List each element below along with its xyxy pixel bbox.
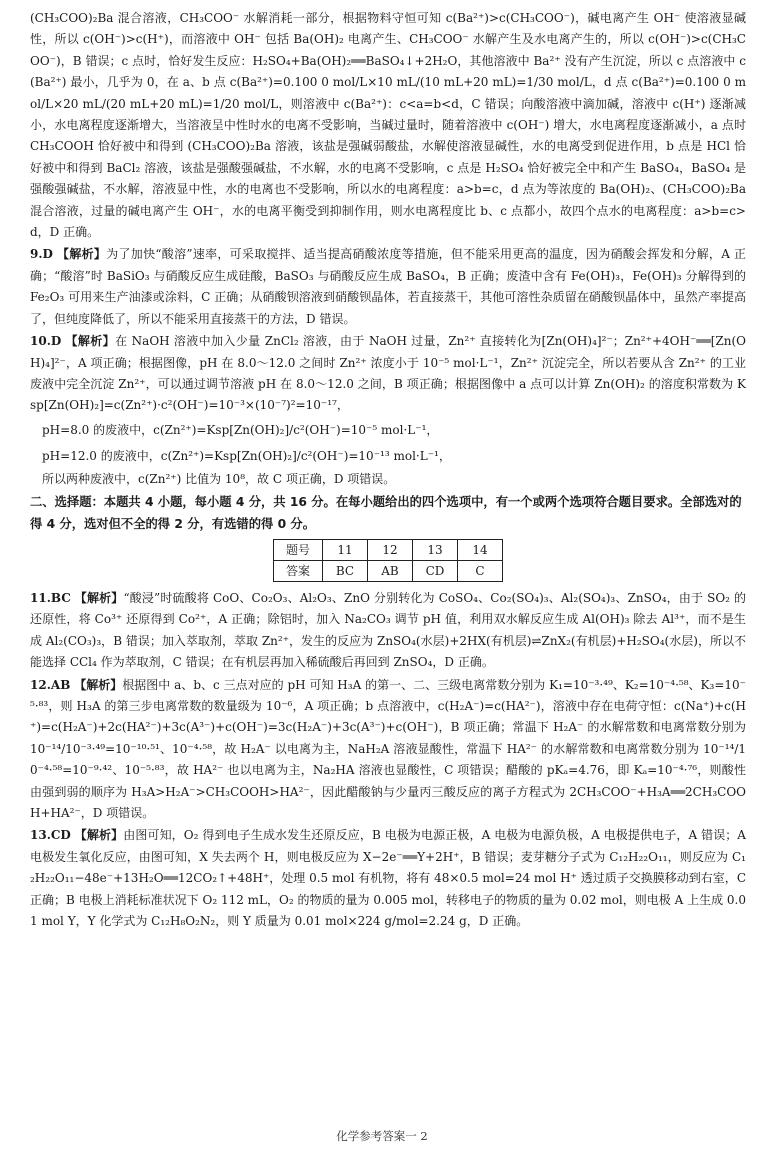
q13-text: 由图可知，O₂ 得到电子生成水发生还原反应，B 电极为电源正极，A 电极为电源负极，A 电极提供电子，A 错误；A 电极发生氧化反应，由图可知，X 失去两个 H，则电极反应为 X−2e⁻══Y+2H⁺，B 错误；麦芽糖分子式为 C₁₂H₂₂O₁₁，则反应为 C₁₂H₂₂O₁₁−48e⁻+13H₂O══12CO₂↑+48H⁺，处理 0.5 mol 有机物，将有 48×0.5 mol=24 mol H⁺ 透过质子交换膜移动到右室，C 正确；B 电极上消耗标准状况下 O₂ 112 mL，O₂ 的物质的量为 0.005 mol，转移电子的物质的量为 0.02 mol，则电极 A 上生成 0.01 mol Y，Y 化学式为 C₁₂H₈O₂N₂，则 Y 质量为 0.01 mol×224 g/mol=2.24 g，D 正确。 — [30, 828, 746, 929]
answer-table-answer: CD — [413, 560, 458, 581]
q11-text: “酸浸”时硫酸将 CoO、Co₂O₃、Al₂O₃、ZnO 分别转化为 CoSO₄、Co₂(SO₄)₃、Al₂(SO₄)₃、ZnSO₄，由于 SO₂ 的还原性，将 Co³⁺ 还原得到 Co²⁺，A 正确；除铝时，加入 Na₂CO₃ 调节 pH 值，利用双水解反应生成 Al(OH)₃ 除去 Al³⁺，而不是生成 Al₂(CO₃)₃，B 错误；加入萃取剂，萃取 Zn²⁺，发生的反应为 ZnSO₄(水层)+2HX(有机层)⇌ZnX₂(有机层)+H₂SO₄(水层)，所以不能选择 CCl₄ 作为萃取剂，C 错误；在有机层再加入稀硫酸后再回到 ZnSO₄，D 正确。 — [30, 590, 746, 670]
q11-number: 11.BC — [30, 590, 71, 605]
q10-text: 在 NaOH 溶液中加入少量 ZnCl₂ 溶液，由于 NaOH 过量，Zn²⁺ 直接转化为[Zn(OH)₄]²⁻；Zn²⁺+4OH⁻══[Zn(OH)₄]²⁻，A 项正确；根据图像，pH 在 8.0～12.0 之间时 Zn²⁺ 浓度小于 10⁻⁵ mol·L⁻¹，Zn²⁺ 沉淀完全，所以若要从含 Zn²⁺ 的工业废液中完全沉淀 Zn²⁺，可以通过调节溶液 pH 在 8.0～12.0 之间，B 项正确；根据图像中 a 点可以计算 Zn(OH)₂ 的溶度积常数为 Ksp[Zn(OH)₂]=c(Zn²⁺)·c²(OH⁻)=10⁻³×(10⁻⁷)²=10⁻¹⁷， — [30, 334, 746, 413]
answer-table-answer: AB — [368, 560, 413, 581]
q12-number: 12.AB — [30, 677, 71, 692]
q11-analysis-tag: 【解析】 — [74, 590, 124, 605]
page-content — [30, 8, 746, 932]
q10-explanation — [30, 331, 746, 417]
answer-table-number-row — [274, 539, 503, 560]
q13-analysis-tag: 【解析】 — [74, 828, 124, 843]
answer-table-number: 11 — [323, 539, 368, 560]
q10-conclusion: 所以两种废液中，c(Zn²⁺) 比值为 10⁸，故 C 项正确，D 项错误。 — [42, 471, 396, 486]
answer-table-number: 14 — [458, 539, 503, 560]
q12-explanation — [30, 675, 746, 825]
q10-number: 10.D — [30, 334, 62, 349]
q9-text: 为了加快“酸溶”速率，可采取搅拌、适当提高硝酸浓度等措施，但不能采用更高的温度，因为硝酸会挥发和分解，A 正确；“酸溶”时 BaSiO₃ 与硝酸反应生成硅酸，BaSO₃ 与硝酸反应生成 BaSO₄，B 正确；废渣中含有 Fe(OH)₃，Fe(OH)₃ 分解得到的 Fe₂O₃ 可用来生产油漆或涂料，C 正确；从硝酸钡溶液到硝酸钡晶体，若直接蒸干，其他可溶性杂质留在硝酸钡晶体中，虽然产率提高了，但纯度降低了，所以不能采用直接蒸干的方法，D 错误。 — [30, 247, 746, 326]
q12-analysis-tag: 【解析】 — [74, 677, 123, 692]
answer-table-answer: BC — [323, 560, 368, 581]
q11-explanation — [30, 588, 746, 674]
q9-analysis-tag: 【解析】 — [57, 247, 107, 262]
q10-equation-ph8: pH=8.0 的废液中，c(Zn²⁺)=Ksp[Zn(OH)₂]/c²(OH⁻)=10⁻⁵ mol·L⁻¹， — [42, 422, 439, 437]
answer-table-number: 13 — [413, 539, 458, 560]
answer-table-answer-row — [274, 560, 503, 581]
q10-equation-ph12: pH=12.0 的废液中，c(Zn²⁺)=Ksp[Zn(OH)₂]/c²(OH⁻)=10⁻¹³ mol·L⁻¹， — [42, 448, 451, 463]
q9-explanation — [30, 244, 746, 330]
q9-number: 9.D — [30, 247, 53, 262]
page-footer: 化学参考答案一 2 — [336, 1129, 428, 1143]
section-2-heading: 二、选择题：本题共 4 小题，每小题 4 分，共 16 分。在每小题给出的四个选项中，有一个或两个选项符合题目要求。全部选对的得 4 分，选对但不全的得 2 分，有选错的得 0 分。 — [30, 495, 742, 531]
answer-table-answer-label: 答案 — [274, 560, 323, 581]
answer-table-answer: C — [458, 560, 503, 581]
q13-explanation — [30, 825, 746, 932]
q10-analysis-tag: 【解析】 — [65, 334, 116, 349]
answer-table-header-label: 题号 — [274, 539, 323, 560]
q12-text: 根据图中 a、b、c 三点对应的 pH 可知 H₃A 的第一、二、三级电离常数分别为 K₁=10⁻³·⁴⁹、K₂=10⁻⁴·⁵⁸、K₃=10⁻⁵·⁸³，则 H₃A 的第三步电离常数的数量级为 10⁻⁶，A 项正确；b 点溶液中，c(H₂A⁻)=c(HA²⁻)，溶液中存在电荷守恒：c(Na⁺)+c(H⁺)=c(H₂A⁻)+2c(HA²⁻)+3c(A³⁻)+c(OH⁻)=3c(H₂A⁻)+3c(A³⁻)+c(OH⁻)，B 项正确；常温下 H₂A⁻ 的水解常数和电离常数分别为 10⁻¹⁴/10⁻³·⁴⁹=10⁻¹⁰·⁵¹、10⁻⁴·⁵⁸，故 H₂A⁻ 以电离为主，NaH₂A 溶液显酸性，常温下 HA²⁻ 的水解常数和电离常数分别为 10⁻¹⁴/10⁻⁴·⁵⁸=10⁻⁹·⁴²、10⁻⁵·⁸³，故 HA²⁻ 也以电离为主，Na₂HA 溶液也显酸性，C 项错误；醋酸的 pKₐ=4.76，即 Kₐ=10⁻⁴·⁷⁶，则酸性由强到弱的顺序为 H₃A>H₂A⁻>CH₃COOH>HA²⁻，因此醋酸钠与少量丙三酸反应的离子方程式为 2CH₃COO⁻+H₃A══2CH₃COOH+HA²⁻，D 项错误。 — [30, 677, 746, 820]
answer-table — [273, 539, 503, 582]
q13-number: 13.CD — [30, 828, 71, 843]
q8-continuation-paragraph: (CH₃COO)₂Ba 混合溶液，CH₃COO⁻ 水解消耗一部分，根据物料守恒可知 c(Ba²⁺)>c(CH₃COO⁻)，碱电离产生 OH⁻ 使溶液显碱性，所以 c(OH⁻)>c(H⁺)，而溶液中 OH⁻ 包括 Ba(OH)₂ 电离产生、CH₃COO⁻ 水解产生及水电离产生的，所以 c(OH⁻)>c(CH₃COO⁻)，B 错误；c 点时，恰好发生反应：H₂SO₄+Ba(OH)₂══BaSO₄↓+2H₂O，其他溶液中 Ba²⁺ 没有产生沉淀，所以 c 点溶液中 c(Ba²⁺) 最小，几乎为 0，在 a、b 点 c(Ba²⁺)=0.100 0 mol/L×10 mL/(10 mL+20 mL)=1/30 mol/L，d 点 c(Ba²⁺)=0.100 0 mol/L×20 mL/(20 mL+20 mL)=1/20 mol/L，则溶液中 c(Ba²⁺)：c<a=b<d，C 错误；向酸溶液中滴加碱，溶液中 c(H⁺) 逐渐减小，水电离程度逐渐增大，当溶液呈中性时水的电离不受影响，当碱过量时，随着溶液中 c(OH⁻) 增大，水电离程度逐渐减小，a 点时 CH₃COOH 恰好被中和得到 (CH₃COO)₂Ba 溶液，该盐是强碱弱酸盐，水解使溶液显碱性，水的电离受到促进作用，b 点是 HCl 恰好被中和得到 BaCl₂ 溶液，该盐是强酸强碱盐，不水解，水的电离不受影响，c 点是 H₂SO₄ 恰好被完全中和产生 BaSO₄，BaSO₄ 是强酸强碱盐，不水解，溶液显中性，水的电离也不受影响，所以水的电离程度：a>b=c，d 点为等浓度的 Ba(OH)₂、(CH₃COO)₂Ba 混合溶液，过量的碱电离产生 OH⁻，水的电离平衡受到抑制作用，则水电离程度比 b、c 点都小，故四个点水的电离程度：a>b=c>d，D 正确。 — [30, 11, 746, 240]
answer-table-number: 12 — [368, 539, 413, 560]
